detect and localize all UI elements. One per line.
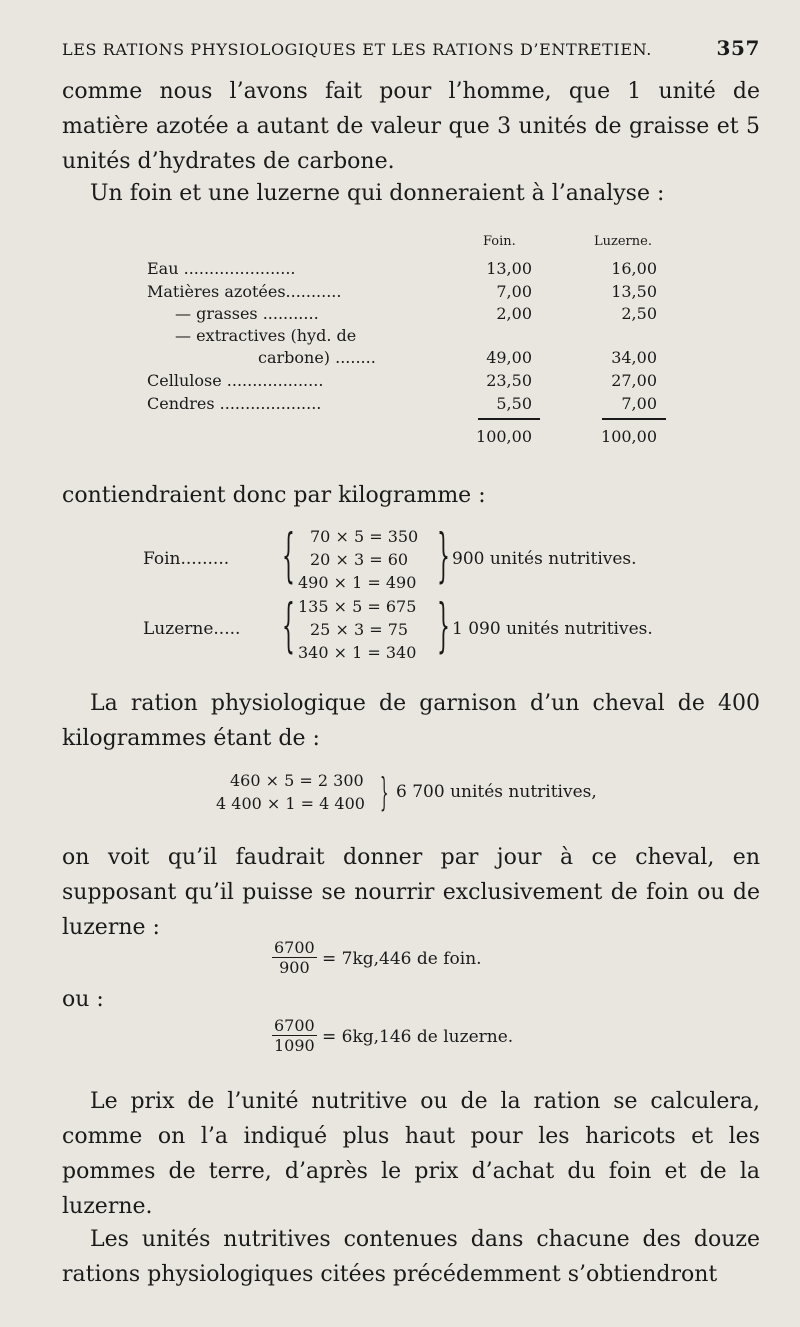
table-row-label: carbone) ........	[258, 348, 376, 367]
table-row-label: — grasses ...........	[175, 304, 319, 323]
equation-line: 135 × 5 = 675	[298, 597, 417, 616]
ration-result: 6 700 unités nutritives,	[396, 782, 597, 802]
fraction-luzerne	[272, 1016, 317, 1055]
paragraph-6: Le prix de l’unité nutritive ou de la ration se calculera, comme on l’a indiqué plus haut pour les haricots et les pommes de terre, d’après le prix d’achat du foin et de la luzerne.	[62, 1089, 760, 1219]
table-cell-luzerne: 2,50	[621, 304, 657, 323]
table-cell-luzerne: 34,00	[611, 348, 657, 367]
fraction-luzerne-result: = 6kg,146 de luzerne.	[322, 1027, 514, 1047]
fraction-foin-result: = 7kg,446 de foin.	[322, 949, 482, 969]
paragraph-3: contiendraient donc par kilogramme :	[62, 483, 486, 508]
table-cell-foin: 5,50	[496, 394, 532, 413]
paragraph-4: La ration physiologique de garnison d’un cheval de 400 kilogrammes étant de :	[62, 691, 760, 751]
paragraph-2: Un foin et une luzerne qui donneraient à l’analyse :	[90, 181, 665, 206]
column-header-foin: Foin.	[483, 234, 516, 249]
column-header-luzerne: Luzerne.	[594, 234, 652, 249]
table-row-label: Matières azotées...........	[147, 282, 342, 301]
paragraph-7: Les unités nutritives contenues dans chacune des douze rations physiologiques citées précédemment s’obtiendront	[62, 1227, 760, 1287]
right-brace: }	[380, 770, 389, 814]
foin-label: Foin.........	[143, 549, 230, 569]
right-brace: }	[437, 591, 450, 659]
equation-line: 340 × 1 = 340	[298, 643, 417, 662]
table-cell-foin: 23,50	[486, 371, 532, 390]
luzerne-result: 1 090 unités nutritives.	[452, 619, 653, 639]
table-row-label: Eau ......................	[147, 259, 296, 278]
fraction-numerator: 6700	[274, 1016, 315, 1035]
table-cell-luzerne: 13,50	[611, 282, 657, 301]
luzerne-label: Luzerne.....	[143, 619, 241, 639]
table-row-label: — extractives (hyd. de	[175, 326, 357, 345]
equation-line: 70 × 5 = 350	[310, 527, 419, 546]
running-header	[62, 36, 760, 60]
table-total-luzerne: 100,00	[601, 427, 657, 446]
fraction-foin	[272, 938, 317, 977]
total-rule-foin	[478, 418, 540, 420]
equation-line: 25 × 3 = 75	[310, 620, 409, 639]
total-rule-luzerne	[602, 418, 666, 420]
paragraph-1: comme nous l’avons fait pour l’homme, que 1 unité de matière azotée a autant de valeur que 3 unités de graisse et 5 unités d’hydrates de carbone.	[62, 79, 760, 174]
fraction-denominator: 900	[279, 958, 310, 977]
table-cell-luzerne: 7,00	[621, 394, 657, 413]
table-cell-foin: 13,00	[486, 259, 532, 278]
paragraph-5: on voit qu’il faudrait donner par jour à ce cheval, en supposant qu’il puisse se nourrir exclusivement de foin ou de luzerne :	[62, 845, 760, 940]
table-total-foin: 100,00	[476, 427, 532, 446]
equation-line: 460 × 5 = 2 300	[230, 771, 364, 790]
left-brace: {	[282, 591, 295, 659]
right-brace: }	[437, 521, 450, 589]
fraction-numerator: 6700	[274, 938, 315, 957]
table-row-label: Cendres ....................	[147, 394, 322, 413]
equation-line: 20 × 3 = 60	[310, 550, 409, 569]
equation-line: 4 400 × 1 = 4 400	[216, 794, 365, 813]
foin-result: 900 unités nutritives.	[452, 549, 637, 569]
ou-label: ou :	[62, 987, 104, 1012]
table-cell-luzerne: 27,00	[611, 371, 657, 390]
table-row-label: Cellulose ...................	[147, 371, 324, 390]
table-cell-foin: 7,00	[496, 282, 532, 301]
table-cell-foin: 49,00	[486, 348, 532, 367]
page-number: 357	[716, 36, 760, 60]
table-cell-luzerne: 16,00	[611, 259, 657, 278]
table-cell-foin: 2,00	[496, 304, 532, 323]
fraction-denominator: 1090	[274, 1036, 315, 1055]
equation-line: 490 × 1 = 490	[298, 573, 417, 592]
running-title: LES RATIONS PHYSIOLOGIQUES ET LES RATIONS D’ENTRETIEN.	[62, 40, 652, 59]
left-brace: {	[282, 521, 295, 589]
